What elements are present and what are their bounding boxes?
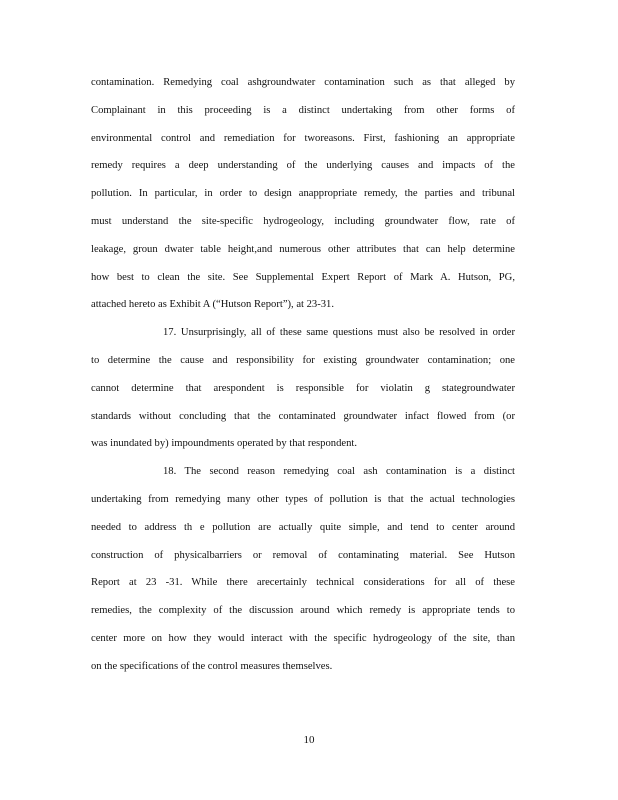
text-line: how best to clean the site. See Supplemental Expert Report of Mark A. Hutson, PG, [91,271,515,283]
paragraph-18-first-line: 18. The second reason remedying coal ash contamination is a distinct [163,466,515,478]
text-line: center more on how they would interact with the specific hydrogeology of the site, than [91,632,515,644]
text-line: to determine the cause and responsibility for existing groundwater contamination; one [91,354,515,366]
text-line: remedy requires a deep understanding of the underlying causes and impacts of the [91,160,515,172]
text-line: cannot determine that arespondent is responsible for violatin g stategroundwater [91,382,515,394]
text-line: attached hereto as Exhibit A (“Hutson Report”), at 23-31. [91,299,334,311]
text-line: leakage, groun dwater table height,and numerous other attributes that can help determine [91,243,515,255]
text-line: on the specifications of the control measures themselves. [91,660,333,672]
text-line: construction of physicalbarriers or removal of contaminating material. See Hutson [91,549,515,561]
text-line: must understand the site-specific hydrogeology, including groundwater flow, rate of [91,215,515,227]
text-line: contamination. Remedying coal ashgroundwater contamination such as that alleged by [91,77,515,88]
text-line: Complainant in this proceeding is a distinct undertaking from other forms of [91,104,515,116]
body-text [91,69,515,681]
text-line: pollution. In particular, in order to design anappropriate remedy, the parties and tribunal [91,188,515,200]
text-line: was inundated by) impoundments operated by that respondent. [91,438,357,450]
text-line: needed to address th e pollution are actually quite simple, and tend to center around [91,521,515,533]
text-line: environmental control and remediation for tworeasons. First, fashioning an appropriate [91,132,515,144]
text-line: standards without concluding that the contaminated groundwater infact flowed from (or [91,410,515,422]
paragraph-17-first-line: 17. Unsurprisingly, all of these same questions must also be resolved in order [163,327,515,339]
text-line: Report at 23 -31. While there arecertainly technical considerations for all of these [91,577,515,589]
page-number: 10 [303,734,315,746]
text-line: remedies, the complexity of the discussion around which remedy is appropriate tends to [91,605,515,617]
text-line: undertaking from remedying many other types of pollution is that the actual technologies [91,493,515,505]
